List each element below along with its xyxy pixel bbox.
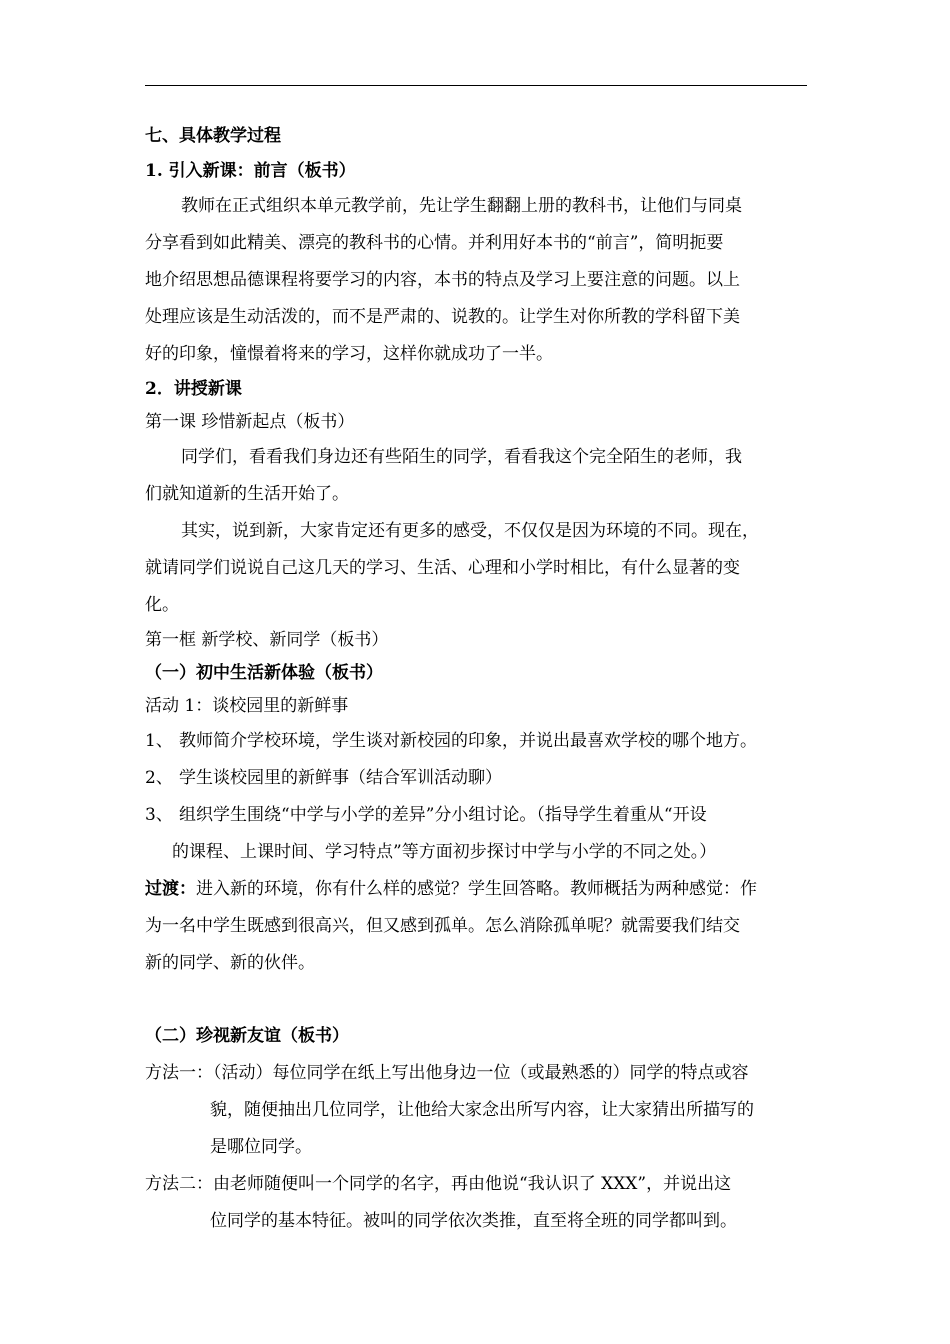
header-rule — [145, 85, 807, 86]
sub1-heading: （一）初中生活新体验（板书） — [145, 663, 383, 683]
method2-label: 方法二： — [145, 1174, 213, 1194]
step1-heading: 1. 引入新课：前言（板书） — [145, 161, 356, 181]
paragraph-line: 处理应该是生动活泼的，而不是严肃的、说教的。让学生对你所教的学科留下美 — [145, 307, 740, 327]
blank-line — [145, 982, 807, 1018]
paragraph-line: 好的印象，憧憬着将来的学习，这样你就成功了一半。 — [145, 344, 553, 364]
paragraph-line: 同学们，看看我们身边还有些陌生的同学，看看我这个完全陌生的老师，我 — [181, 447, 742, 467]
list-text: 教师简介学校环境，学生谈对新校园的印象，并说出最喜欢学校的哪个地方。 — [179, 731, 757, 751]
method1-label: 方法一： — [145, 1063, 213, 1083]
transition-line — [145, 871, 807, 908]
list-text: 学生谈校园里的新鲜事（结合军训活动聊） — [179, 768, 502, 788]
paragraph-line: 地介绍思想品德课程将要学习的内容，本书的特点及学习上要注意的问题。以上 — [145, 270, 740, 290]
method2-text: 由老师随便叫一个同学的名字，再由他说“我认识了 XXX”，并说出这 — [213, 1174, 732, 1194]
lesson1-title: 第一课 珍惜新起点（板书） — [145, 412, 355, 432]
list-item — [145, 723, 807, 760]
method-continuation: 貌，随便抽出几位同学，让他给大家念出所写内容，让大家猜出所描写的 — [210, 1100, 754, 1120]
transition-text: 进入新的环境，你有什么样的感觉？学生回答略。教师概括为两种感觉：作 — [196, 879, 757, 899]
list-text: 组织学生围绕“中学与小学的差异”分小组讨论。（指导学生着重从“开设 — [179, 805, 707, 825]
paragraph-line: 其实，说到新，大家肯定还有更多的感受，不仅仅是因为环境的不同。现在， — [181, 521, 759, 541]
list-item — [145, 760, 807, 797]
method-continuation: 是哪位同学。 — [210, 1137, 312, 1157]
frame1-title: 第一框 新学校、新同学（板书） — [145, 630, 389, 650]
activity1-title: 活动 1：谈校园里的新鲜事 — [145, 696, 349, 716]
paragraph-line: 新的同学、新的伙伴。 — [145, 953, 315, 973]
step2-heading: 2．讲授新课 — [145, 379, 242, 399]
transition-label: 过渡： — [145, 879, 196, 899]
paragraph-line: 化。 — [145, 595, 179, 615]
paragraph-line: 分享看到如此精美、漂亮的教科书的心情。并利用好本书的“前言”，简明扼要 — [145, 233, 724, 253]
list-number: 1、 — [145, 731, 173, 751]
section-title: 七、具体教学过程 — [145, 126, 281, 146]
method-line — [145, 1166, 807, 1203]
paragraph-line: 为一名中学生既感到很高兴，但又感到孤单。怎么消除孤单呢？就需要我们结交 — [145, 916, 740, 936]
list-number: 2、 — [145, 768, 173, 788]
method-continuation: 位同学的基本特征。被叫的同学依次类推，直至将全班的同学都叫到。 — [210, 1211, 737, 1231]
method1-text: （活动）每位同学在纸上写出他身边一位（或最熟悉的）同学的特点或容 — [213, 1063, 749, 1083]
paragraph-line: 们就知道新的生活开始了。 — [145, 484, 349, 504]
method-line — [145, 1055, 807, 1092]
paragraph-line: 就请同学们说说自己这几天的学习、生活、心理和小学时相比，有什么显著的变 — [145, 558, 740, 578]
list-number: 3、 — [145, 805, 173, 825]
document-body — [145, 118, 807, 1240]
list-item — [145, 797, 807, 834]
sub2-heading: （二）珍视新友谊（板书） — [145, 1026, 349, 1046]
paragraph-line: 教师在正式组织本单元教学前，先让学生翻翻上册的教科书，让他们与同桌 — [181, 196, 742, 216]
list-item-continuation: 的课程、上课时间、学习特点”等方面初步探讨中学与小学的不同之处。） — [172, 842, 717, 862]
